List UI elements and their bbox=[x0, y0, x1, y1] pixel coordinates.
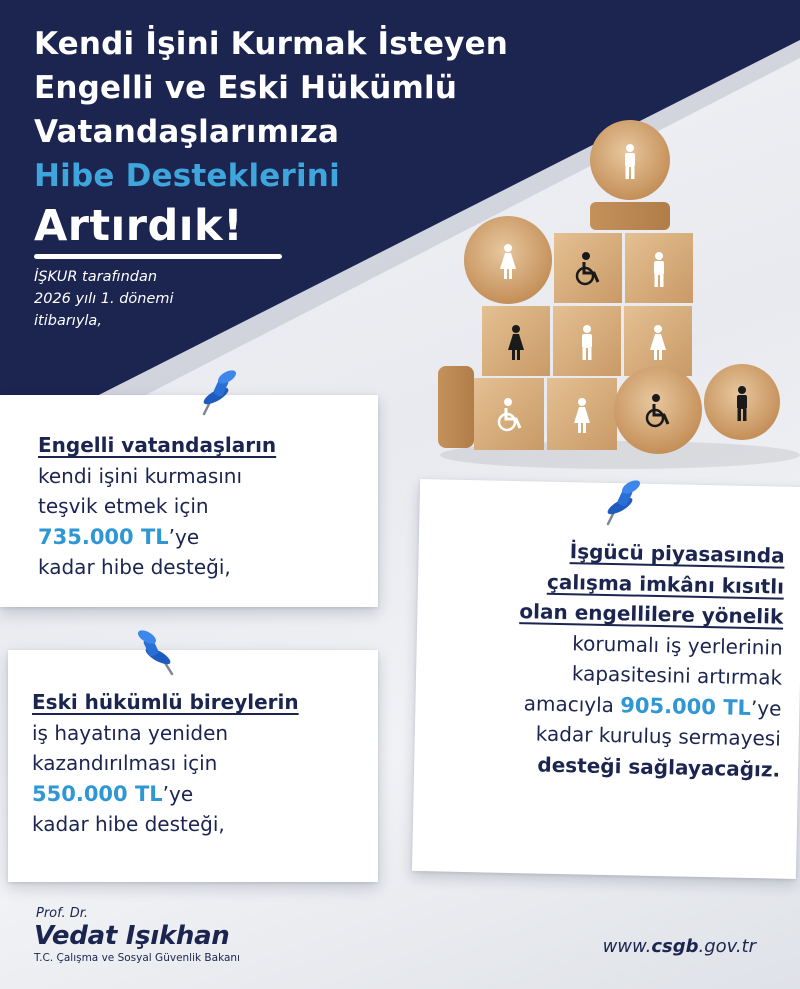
headline-line-2: Engelli ve Eski Hükümlü bbox=[34, 70, 458, 106]
amount-suffix: ’ye bbox=[168, 524, 200, 549]
headline bbox=[34, 22, 594, 259]
card-line: kadar hibe desteği, bbox=[32, 812, 225, 836]
subnote bbox=[34, 266, 234, 332]
amount-prefix: amacıyla bbox=[523, 690, 621, 717]
note-card-sheltered-workplaces bbox=[412, 479, 800, 879]
note-card-ex-convicts bbox=[8, 650, 378, 882]
headline-line-4: Hibe Desteklerini bbox=[34, 158, 340, 194]
note-card-disabled-citizens bbox=[0, 395, 378, 607]
grant-amount: 735.000 TL bbox=[38, 524, 169, 549]
card-line: iş hayatına yeniden bbox=[32, 720, 229, 745]
card-heading: çalışma imkânı kısıtlı bbox=[546, 569, 785, 599]
signature-role: T.C. Çalışma ve Sosyal Güvenlik Bakanı bbox=[34, 952, 240, 964]
subnote-line-2: 2026 yılı 1. dönemi bbox=[34, 291, 174, 307]
headline-underline bbox=[34, 254, 282, 259]
card-line: kadar kuruluş sermayesi bbox=[535, 721, 782, 751]
card-heading: İşgücü piyasasında bbox=[569, 539, 785, 568]
subnote-line-1: İŞKUR tarafından bbox=[34, 269, 158, 285]
website-link[interactable] bbox=[603, 936, 756, 957]
grant-amount: 550.000 TL bbox=[32, 781, 163, 806]
card-line: teşvik etmek için bbox=[38, 494, 209, 518]
amount-suffix: ’ye bbox=[162, 781, 194, 806]
headline-line-5: Artırdık! bbox=[34, 201, 244, 251]
card-text bbox=[420, 533, 785, 784]
grant-amount: 905.000 TL bbox=[620, 692, 752, 720]
website-domain: csgb bbox=[651, 936, 699, 957]
pushpin-icon bbox=[132, 628, 178, 680]
subnote-line-3: itibarıyla, bbox=[34, 313, 102, 329]
card-heading: Eski hükümlü bireylerin bbox=[32, 690, 299, 714]
card-text bbox=[38, 430, 368, 583]
card-line: korumalı iş yerlerinin bbox=[572, 630, 783, 660]
website-prefix: www. bbox=[602, 936, 652, 957]
pushpin-icon bbox=[600, 478, 646, 530]
card-line: kazandırılması için bbox=[32, 751, 218, 775]
signature bbox=[34, 906, 240, 964]
headline-line-1: Kendi İşini Kurmak İsteyen bbox=[34, 26, 509, 62]
card-line: kadar hibe desteği, bbox=[38, 555, 231, 579]
signature-name: Vedat Işıkhan bbox=[34, 921, 230, 951]
website-suffix: .gov.tr bbox=[698, 936, 756, 957]
signature-title: Prof. Dr. bbox=[36, 906, 89, 921]
card-heading: Engelli vatandaşların bbox=[38, 433, 277, 457]
pushpin-icon bbox=[196, 368, 242, 420]
card-line: desteği sağlayacağız. bbox=[537, 752, 781, 782]
headline-line-3: Vatandaşlarımıza bbox=[34, 114, 340, 150]
card-line: kapasitesini artırmak bbox=[571, 661, 783, 690]
card-heading: olan engellilere yönelik bbox=[519, 599, 784, 629]
amount-suffix: ’ye bbox=[750, 695, 782, 721]
card-text bbox=[32, 687, 372, 840]
card-line: kendi işini kurmasını bbox=[38, 463, 243, 488]
